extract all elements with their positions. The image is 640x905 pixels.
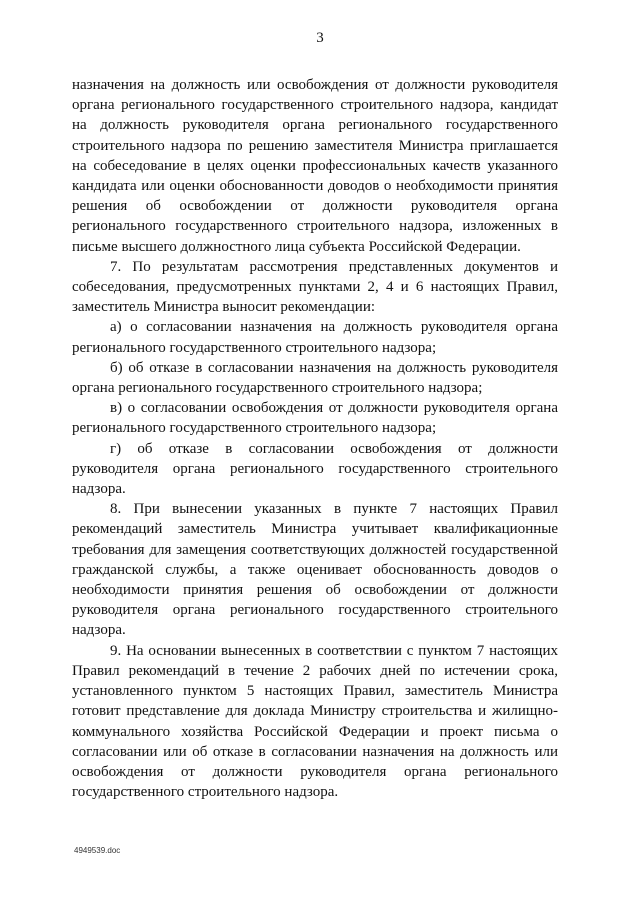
paragraph-subitem-g: г) об отказе в согласовании освобождения от должности руководителя органа регионального государственного строительного надзора. — [72, 440, 558, 498]
paragraph-item-7: 7. По результатам рассмотрения представленных документов и собеседования, предусмотренных пунктами 2, 4 и 6 настоящих Правил, заместитель Министра выносит рекомендации: — [72, 258, 558, 316]
page-number: 3 — [316, 30, 324, 46]
footer-document-id: 4949539.doc — [74, 846, 121, 855]
paragraph-subitem-v: в) о согласовании освобождения от должности руководителя органа регионального государственного строительного надзора; — [72, 400, 558, 437]
paragraph-item-9: 9. На основании вынесенных в соответствии с пунктом 7 настоящих Правил рекомендаций в течение 2 рабочих дней по истечении срока, установленного пунктом 5 настоящих Правил, заместитель Министра готовит представление для доклада Министру строительства и жилищно-коммунального хозяйства Российской Федерации и проект письма о согласовании или об отказе в согласовании назначения на должность или освобождения от должности руководителя органа регионального государственного строительного надзора. — [72, 642, 558, 801]
paragraph-subitem-b: б) об отказе в согласовании назначения на должность руководителя органа регионального государственного строительного надзора; — [72, 359, 558, 397]
paragraph-continuation: назначения на должность или освобождения от должности руководителя органа регионального государственного строительного надзора, кандидат на должность руководителя органа регионального государственного строительного надзора по решению заместителя Министра приглашается на собеседование в целях оценки профессиональных качеств указанного кандидата или оценки обоснованности доводов о необходимости принятия решения об освобождении от должности руководителя органа регионального государственного строительного надзора, изложенных в письме высшего должностного лица субъекта Российской Федерации. — [72, 77, 558, 255]
paragraph-item-8: 8. При вынесении указанных в пункте 7 настоящих Правил рекомендаций заместитель Министра учитывает квалификационные требования для замещения соответствующих должностей государственной гражданской службы, а также оценивает обоснованность доводов о необходимости принятия решения об освобождении от должности руководителя органа регионального государственного строительного надзора. — [72, 501, 558, 639]
paragraph-subitem-a: а) о согласовании назначения на должность руководителя органа регионального государственного строительного надзора; — [72, 319, 558, 356]
document-body — [72, 75, 558, 802]
